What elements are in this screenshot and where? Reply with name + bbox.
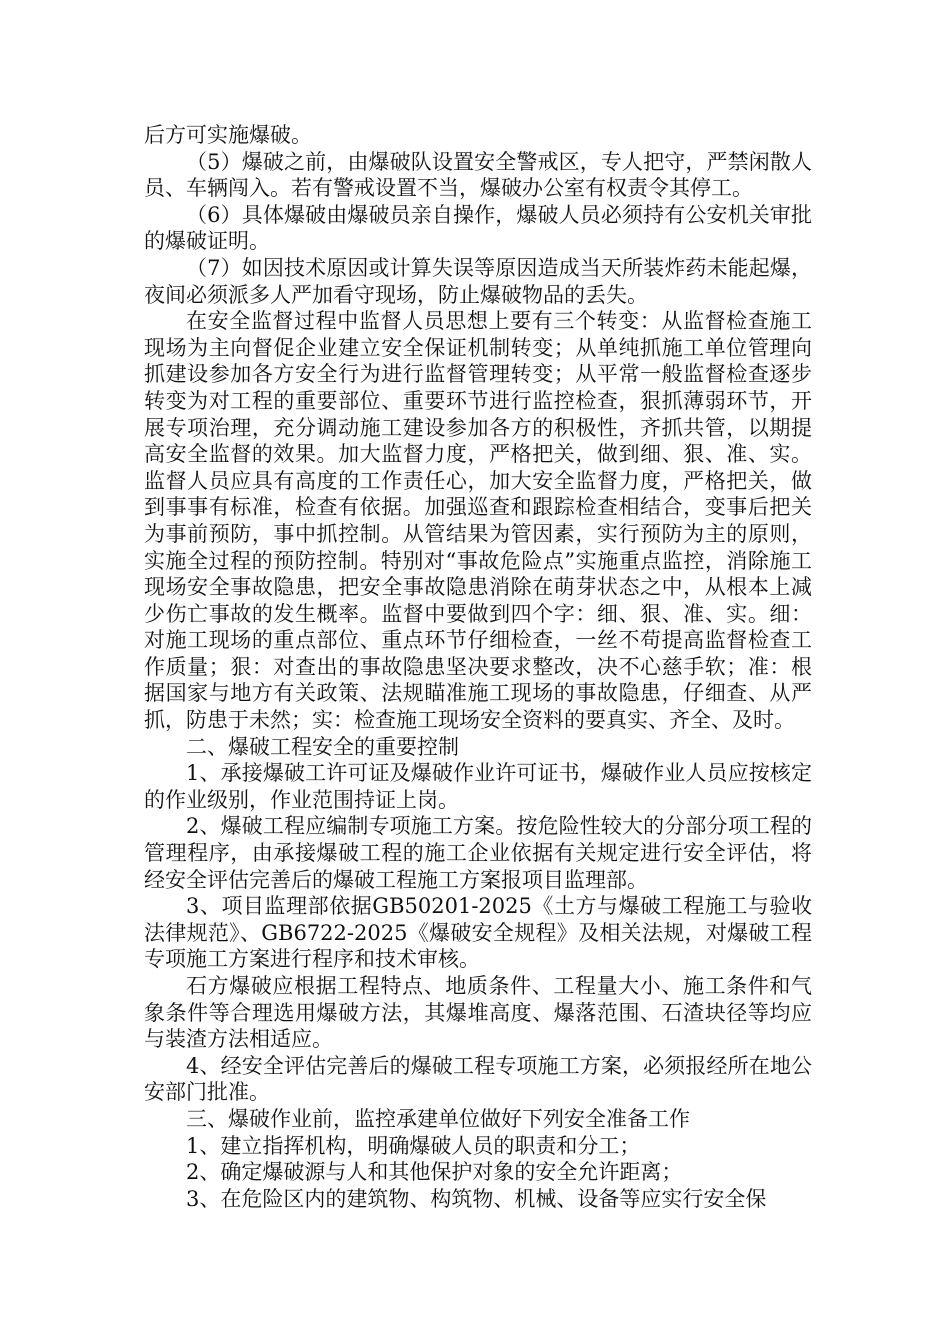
section-heading: 三、爆破作业前，监控承建单位做好下列安全准备工作 [186,1106,690,1131]
section-heading: 二、爆破工程安全的重要控制 [186,734,459,759]
paragraph: 2、确定爆破源与人和其他保护对象的安全允许距离； [186,1160,683,1185]
paragraph: 在安全监督过程中监督人员思想上要有三个转变：从监督检查施工现场为主向督促企业建立安全保证机制转变；从单纯抓施工单位管理向抓建设参加各方安全行为进行监督管理转变；从平常一般监督检查逐步转变为对工程的重要部位、重要环节进行监控检查，狠抓薄弱环节，开展专项治理，充分调动施工建设参加各方的积极性，齐抓共管，以期提高安全监督的效果。加大监督力度，严格把关，做到细、狠、准、实。监督人员应具有高度的工作责任心，加大安全监督力度，严格把关，做到事事有标准，检查有依据。加强巡查和跟踪检查相结合，变事后把关为事前预防，事中抓控制。从管结果为管因素，实行预防为主的原则，实施全过程的预防控制。特别对“事故危险点”实施重点监控，消除施工现场安全事故隐患，把安全事故隐患消除在萌芽状态之中，从根本上减少伤亡事故的发生概率。监督中要做到四个字：细、狠、准、实。细：对施工现场的重点部位、重点环节仔细检查，一丝不苟提高监督检查工作质量；狠：对查出的事故隐患坚决要求整改，决不心慈手软；准：根据国家与地方有关政策、法规瞄准施工现场的事故隐患，仔细查、从严抓，防患于未然；实：检查施工现场安全资料的要真实、齐全、及时。 [144,309,812,733]
document-body [144,122,812,1212]
paragraph: 3、项目监理部依据GB50201-2025《土方与爆破工程施工与验收法律规范》、GB6722-2025《爆破安全规程》及相关法规，对爆破工程专项施工方案进行程序和技术审核。 [144,894,812,972]
paragraph: （7）如因技术原因或计算失误等原因造成当天所装炸药未能起爆，夜间必须派多人严加看守现场，防止爆破物品的丢失。 [144,255,812,307]
paragraph: 4、经安全评估完善后的爆破工程专项施工方案，必须报经所在地公安部门批准。 [144,1053,812,1105]
paragraph: （5）爆破之前，由爆破队设置安全警戒区，专人把守，严禁闲散人员、车辆闯入。若有警戒设置不当，爆破办公室有权责令其停工。 [144,149,812,201]
paragraph: 2、爆破工程应编制专项施工方案。按危险性较大的分部分项工程的管理程序，由承接爆破工程的施工企业依据有关规定进行安全评估，将经安全评估完善后的爆破工程施工方案报项目监理部。 [144,814,812,892]
paragraph: 3、在危险区内的建筑物、构筑物、机械、设备等应实行安全保 [186,1186,767,1211]
paragraph: 1、承接爆破工许可证及爆破作业许可证书，爆破作业人员应按核定的作业级别，作业范围持证上岗。 [144,761,812,812]
paragraph: 后方可实施爆破。 [144,123,312,147]
paragraph: 石方爆破应根据工程特点、地质条件、工程量大小、施工条件和气象条件等合理选用爆破方法，其爆堆高度、爆落范围、石渣块径等均应与装渣方法相适应。 [144,974,812,1052]
paragraph: 1、建立指挥机构，明确爆破人员的职责和分工； [186,1133,641,1158]
paragraph: （6）具体爆破由爆破员亲自操作，爆破人员必须持有公安机关审批的爆破证明。 [144,202,812,254]
